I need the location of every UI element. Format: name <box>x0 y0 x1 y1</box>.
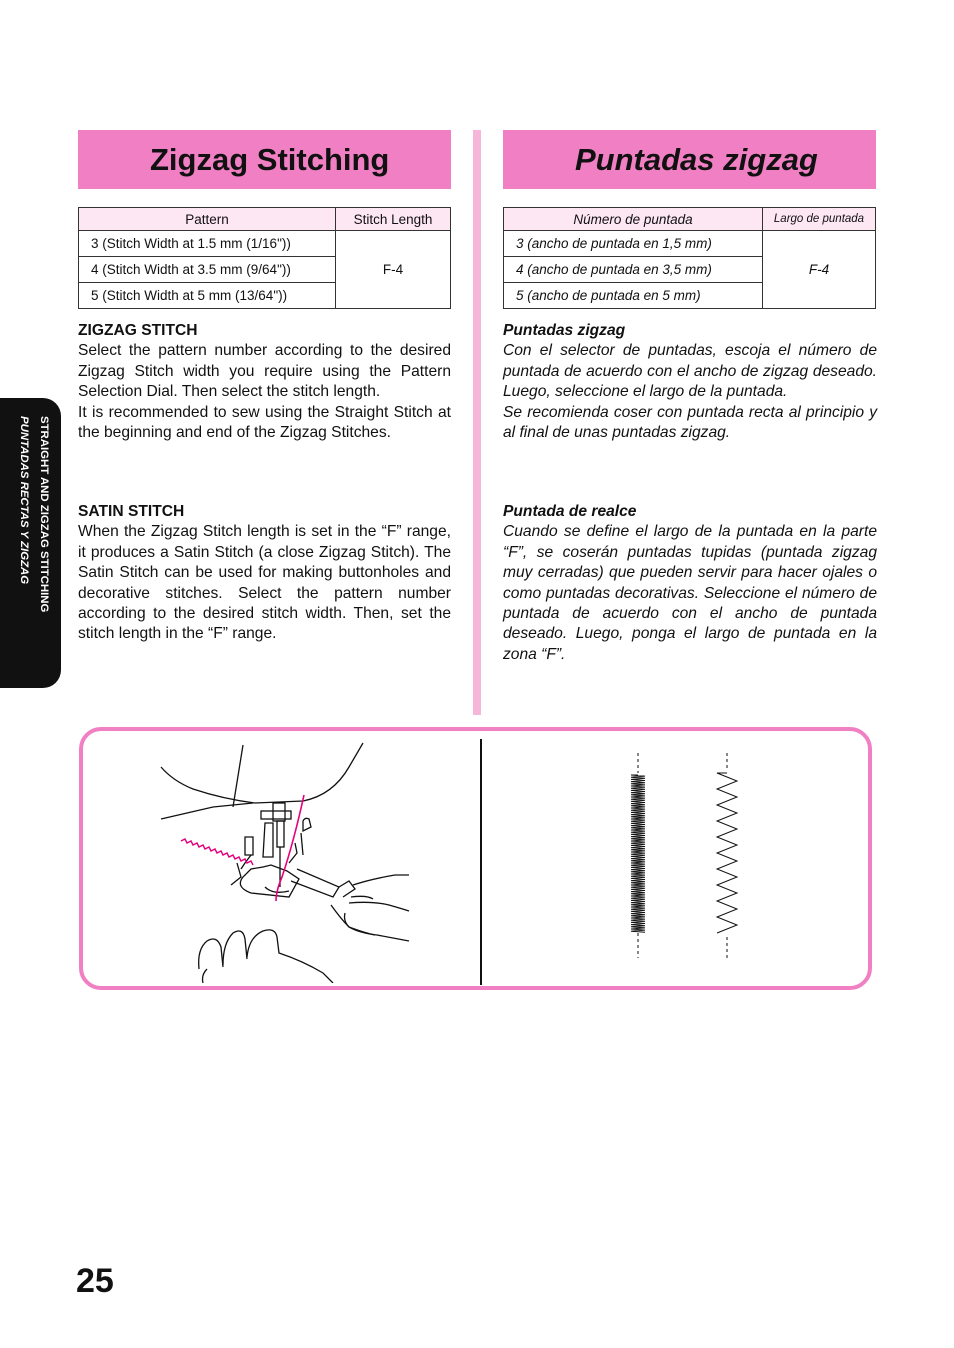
english-satin-section <box>78 502 451 645</box>
english-stitch-table <box>78 207 451 309</box>
section-body: It is recommended to sew using the Straight Stitch at the beginning and end of the Zigzag Stitches. <box>78 403 451 442</box>
spanish-zigzag-section <box>503 321 877 443</box>
side-tab-spanish: PUNTADAS RECTAS Y ZIGZAG <box>18 416 30 585</box>
header-stitch-length: Stitch Length <box>336 208 451 231</box>
column-divider <box>473 130 481 715</box>
illustration-divider <box>480 739 482 985</box>
page-number: 25 <box>76 1262 114 1300</box>
section-heading: Puntadas zigzag <box>503 322 626 339</box>
spanish-satin-section <box>503 502 877 665</box>
spanish-title-banner <box>503 130 876 189</box>
side-tab-english: STRAIGHT AND ZIGZAG STITCHING <box>38 416 50 613</box>
header-pattern: Pattern <box>79 208 336 231</box>
section-heading: ZIGZAG STITCH <box>78 322 198 339</box>
english-zigzag-section <box>78 321 451 443</box>
satin-stitch-sample <box>623 753 653 963</box>
english-title: Zigzag Stitching <box>150 142 390 177</box>
table-row <box>504 231 876 257</box>
zigzag-stitch-sample <box>707 753 747 963</box>
spanish-title: Puntadas zigzag <box>575 142 818 177</box>
section-heading: SATIN STITCH <box>78 503 185 520</box>
illustration-panel <box>79 727 872 990</box>
length-cell: F-4 <box>763 231 876 309</box>
section-body: Se recomienda coser con puntada recta al principio y al final de unas puntadas zigzag. <box>503 403 877 442</box>
pattern-cell: 3 (Stitch Width at 1.5 mm (1/16")) <box>79 231 336 257</box>
pattern-cell: 3 (ancho de puntada en 1,5 mm) <box>504 231 763 257</box>
pattern-cell: 5 (Stitch Width at 5 mm (13/64")) <box>79 283 336 309</box>
pattern-cell: 5 (ancho de puntada en 5 mm) <box>504 283 763 309</box>
pattern-cell: 4 (Stitch Width at 3.5 mm (9/64")) <box>79 257 336 283</box>
chapter-side-tab <box>0 398 61 688</box>
spanish-stitch-table <box>503 207 876 309</box>
table-row <box>79 231 451 257</box>
fabric-zigzag-stitch-line <box>179 837 259 887</box>
section-body: Select the pattern number according to the desired Zigzag Stitch width you require using the Pattern Selection Dial. Then select the stitch length. <box>78 342 451 401</box>
header-largo-de-puntada: Largo de puntada <box>763 208 876 231</box>
pattern-cell: 4 (ancho de puntada en 3,5 mm) <box>504 257 763 283</box>
thread-line <box>258 791 318 911</box>
header-numero-de-puntada: Número de puntada <box>504 208 763 231</box>
length-cell: F-4 <box>336 231 451 309</box>
section-body: Con el selector de puntadas, escoja el número de puntada de acuerdo con el ancho de zigzag deseado. Luego, seleccione el largo de la puntada. <box>503 342 877 401</box>
section-body: When the Zigzag Stitch length is set in the “F” range, it produces a Satin Stitch (a close Zigzag Stitch). The Satin Stitch can be used for making buttonholes and decorative stitches. Select the pattern number according to the desired stitch width. Then, set the stitch length in the “F” range. <box>78 523 451 643</box>
section-heading: Puntada de realce <box>503 503 637 520</box>
english-title-banner <box>78 130 451 189</box>
section-body: Cuando se define el largo de la puntada en la parte “F”, se coserán puntadas tupidas (puntada zigzag muy cerradas) que pueden servir para hacer ojales o como puntadas decorativas. Seleccione el número de puntada de acuerdo con el ancho de puntada deseado. Luego, ponga el largo de puntada en la zona “F”. <box>503 523 877 663</box>
